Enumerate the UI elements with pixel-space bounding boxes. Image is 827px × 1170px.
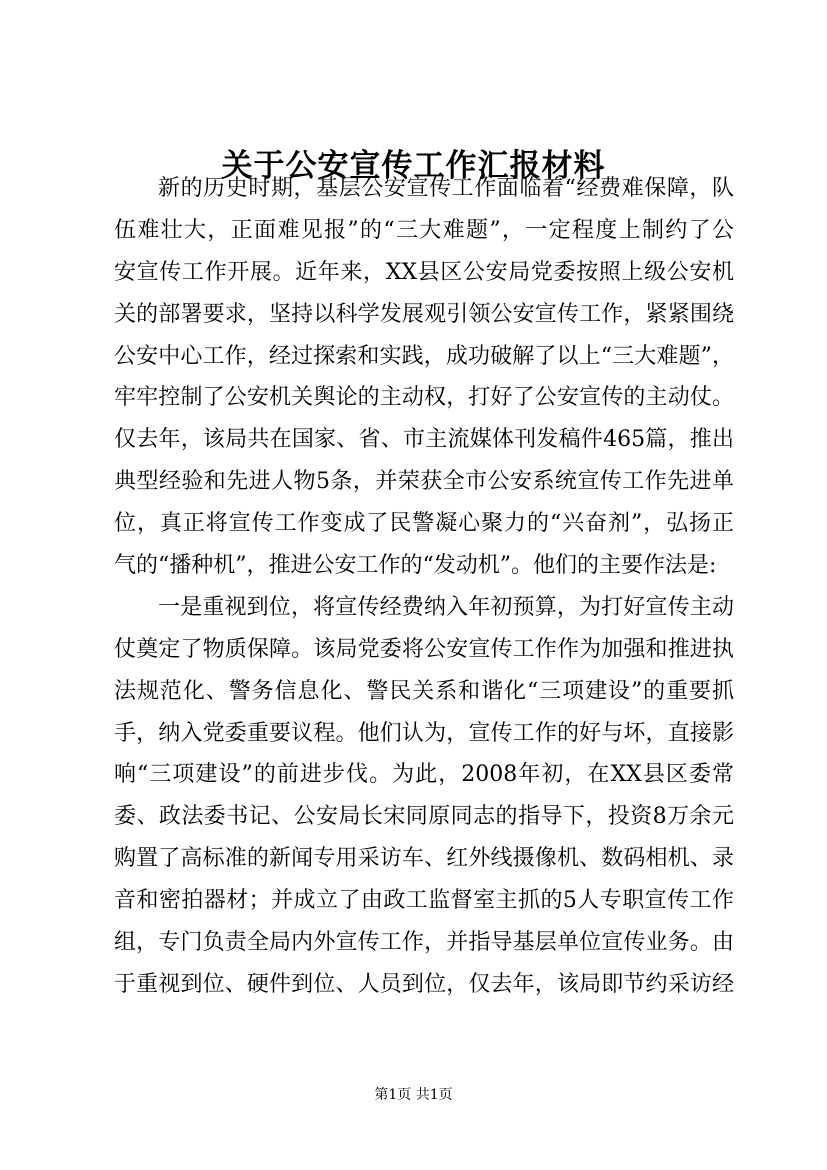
paragraph-2-line-4: 手，纳入党委重要议程。他们认为，宣传工作的好与坏，直接影 xyxy=(114,720,734,746)
paragraph-1-line-2: 伍难壮大，正面难见报”的“三大难题”，一定程度上制约了公 xyxy=(114,217,734,243)
paragraph-1-line-8: 典型经验和先进人物5条，并荣获全市公安系统宣传工作先进单 xyxy=(114,469,734,495)
paragraph-1-line-9: 位，真正将宣传工作变成了民警凝心聚力的“兴奋剂”，弘扬正 xyxy=(114,511,734,537)
page-number-footer: 第1页 共1页 xyxy=(374,1087,453,1103)
paragraph-2-line-6: 委、政法委书记、公安局长宋同原同志的指导下，投资8万余元 xyxy=(114,804,734,830)
paragraph-1-line-4: 关的部署要求，坚持以科学发展观引领公安宣传工作，紧紧围绕 xyxy=(114,301,734,327)
paragraph-2-line-10: 于重视到位、硬件到位、人员到位，仅去年，该局即节约采访经 xyxy=(114,971,734,997)
paragraph-2-line-1: 一是重视到位，将宣传经费纳入年初预算，为打好宣传主动 xyxy=(158,594,734,620)
paragraph-1-line-7: 仅去年，该局共在国家、省、市主流媒体刊发稿件465篇，推出 xyxy=(114,427,734,453)
paragraph-2-line-8: 音和密拍器材；并成立了由政工监督室主抓的5人专职宣传工作 xyxy=(114,888,734,914)
paragraph-2-line-2: 仗奠定了物质保障。该局党委将公安宣传工作作为加强和推进执 xyxy=(114,636,734,662)
paragraph-1-line-5: 公安中心工作，经过探索和实践，成功破解了以上“三大难题”， xyxy=(114,343,734,369)
paragraph-2-line-5: 响“三项建设”的前进步伐。为此，2008年初，在XX县区委常 xyxy=(114,762,734,788)
paragraph-1-line-6: 牢牢控制了公安机关舆论的主动权，打好了公安宣传的主动仗。 xyxy=(114,385,734,411)
paragraph-2-line-7: 购置了高标准的新闻专用采访车、红外线摄像机、数码相机、录 xyxy=(114,846,734,872)
paragraph-1-line-1: 新的历史时期，基层公安宣传工作面临着“经费难保障，队 xyxy=(158,176,734,201)
paragraph-1-line-10: 气的“播种机”，推进公安工作的“发动机”。他们的主要作法是: xyxy=(114,553,717,579)
paragraph-1-line-3: 安宣传工作开展。近年来，XX县区公安局党委按照上级公安机 xyxy=(114,259,734,285)
document-body xyxy=(114,168,734,1006)
document-title: 关于公安宣传工作汇报材料 xyxy=(221,148,606,184)
paragraph-2-line-9: 组，专门负责全局内外宣传工作，并指导基层单位宣传业务。由 xyxy=(114,930,734,956)
paragraph-2-line-3: 法规范化、警务信息化、警民关系和谐化“三项建设”的重要抓 xyxy=(114,678,734,704)
